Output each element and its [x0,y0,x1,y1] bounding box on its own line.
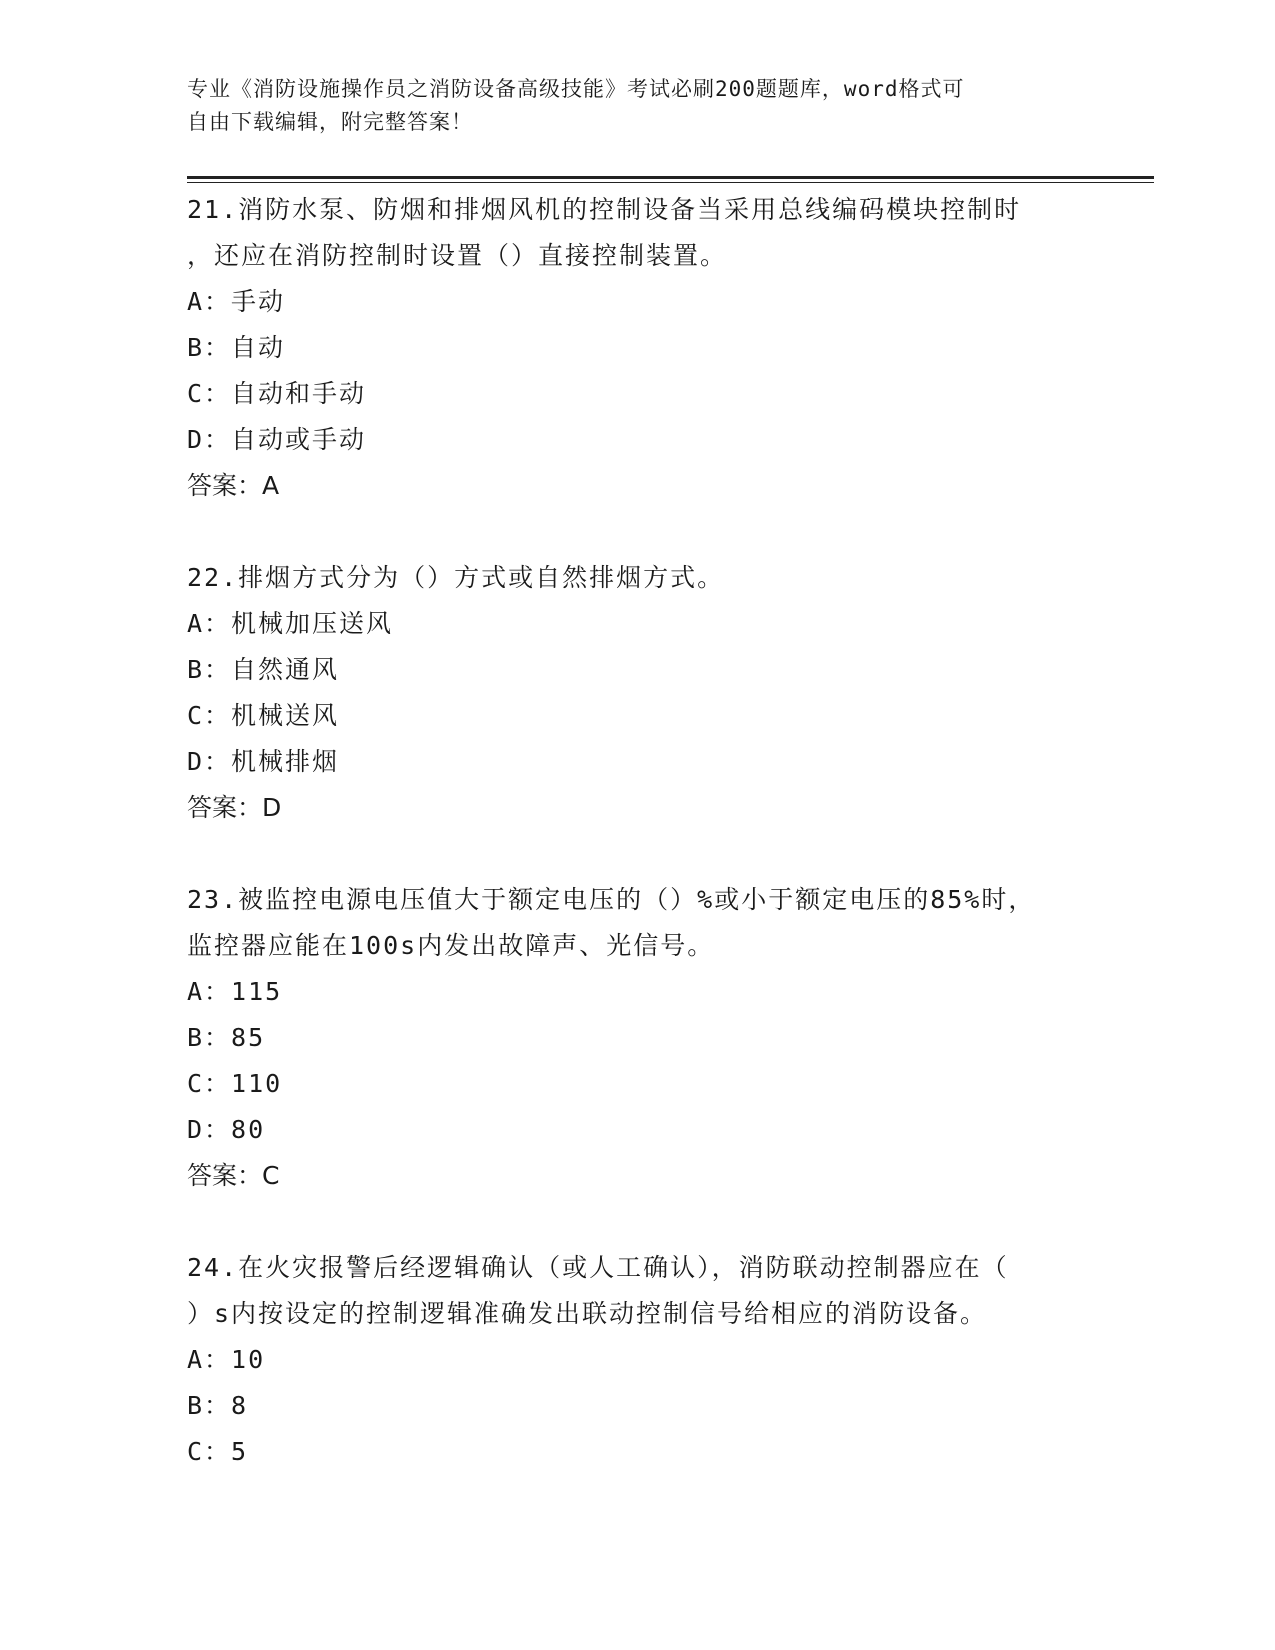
option-b: B：自动 [187,333,286,362]
answer: 答案：A [187,471,280,500]
option-a: A：机械加压送风 [187,609,394,638]
question-stem-line: ，还应在消防控制时设置（）直接控制装置。 [187,241,728,270]
answer: 答案：D [187,793,282,822]
question-stem-line: 21.消防水泵、防烟和排烟风机的控制设备当采用总线编码模块控制时 [187,195,1022,224]
question-23 [187,877,1087,1199]
header-divider-thin [187,182,1154,183]
option-b: B：85 [187,1023,266,1052]
option-d: D：机械排烟 [187,747,340,776]
option-d: D：自动或手动 [187,425,367,454]
option-a: A：手动 [187,287,286,316]
option-c: C：110 [187,1069,283,1098]
option-c: C：5 [187,1437,249,1466]
header-line-1: 专业《消防设施操作员之消防设备高级技能》考试必刷200题题库，word格式可 [187,77,965,101]
answer: 答案：C [187,1161,280,1190]
option-c: C：自动和手动 [187,379,367,408]
question-24 [187,1245,1087,1475]
question-22 [187,555,1087,831]
question-list [187,187,1087,1521]
option-b: B：8 [187,1391,249,1420]
question-21 [187,187,1087,509]
header-divider-thick [187,176,1154,179]
option-a: A：10 [187,1345,266,1374]
option-d: D：80 [187,1115,266,1144]
question-stem-line: 22.排烟方式分为（）方式或自然排烟方式。 [187,563,725,592]
question-stem-line: 23.被监控电源电压值大于额定电压的（）%或小于额定电压的85%时， [187,885,1036,914]
question-stem-line: 监控器应能在100s内发出故障声、光信号。 [187,931,715,960]
option-a: A：115 [187,977,283,1006]
document-header [187,73,1087,139]
question-stem-line: 24.在火灾报警后经逻辑确认（或人工确认），消防联动控制器应在（ [187,1253,1009,1282]
header-line-2: 自由下载编辑，附完整答案！ [187,110,473,134]
question-stem-line: ）s内按设定的控制逻辑准确发出联动控制信号给相应的消防设备。 [187,1299,988,1328]
option-b: B：自然通风 [187,655,340,684]
option-c: C：机械送风 [187,701,340,730]
